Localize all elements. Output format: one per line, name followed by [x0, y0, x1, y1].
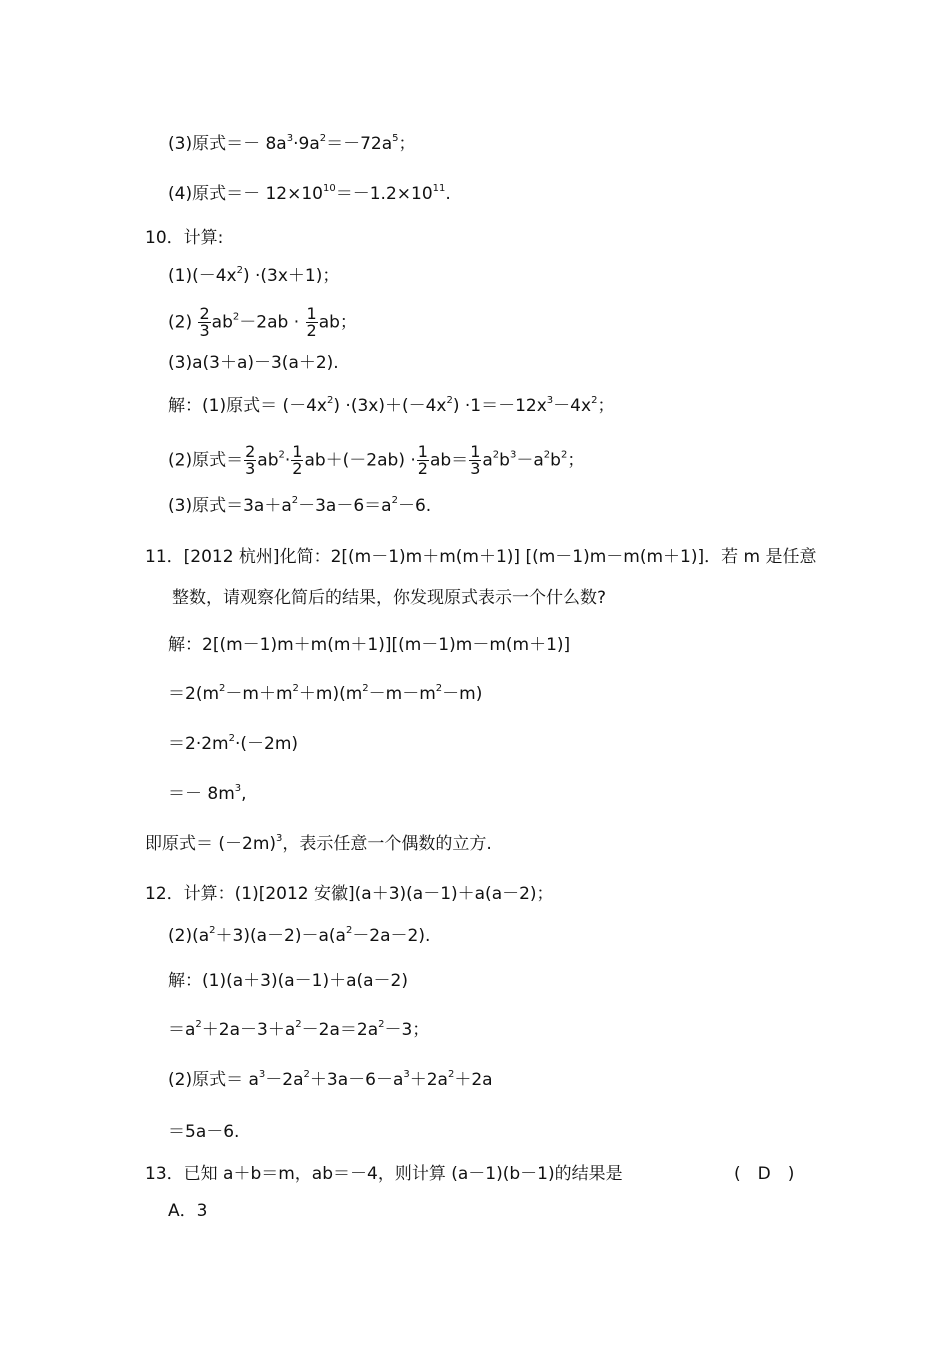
question-12-title: 12．计算：(1)[2012 安徽](a＋3)(a－1)＋a(a－2)；: [145, 884, 554, 904]
text-line: (3)a(3＋a)－3(a＋2).: [168, 353, 339, 373]
solution-line: (2)原式＝ $a^3-2a^2+3a-6-a^3+2a^2+2a$: [168, 1069, 493, 1090]
answer-choice: ( D ): [734, 1164, 795, 1184]
question-11-title: 11．[2012 杭州]化简：2[(m－1)m＋m(m＋1)] [(m－1)m－m(m＋1)]．若 m 是任意: [145, 547, 817, 567]
text-line: (2) $\frac{2}{3}$ $ab^2-2ab$ · $\frac{1}{2}$ ab；: [168, 304, 357, 340]
solution-line: 解：(1)原式＝ $(-4x^2) \cdot(3x)+(-4x^2) \cdot 1=-12x^3-4x^2$；: [168, 395, 615, 416]
question-10-title: 10．计算:: [145, 228, 224, 248]
text-line: (3)原式＝－ $8a^3\cdot 9a^2=-72a^5$；: [168, 133, 416, 154]
text-line: $(2)(a^2+3)(a-2)-a(a^2-2a-2)$.: [168, 925, 431, 946]
solution-line: ＝－ $8m^3$,: [168, 783, 247, 804]
solution-line: ＝5a－6.: [168, 1122, 240, 1142]
text-line: 整数，请观察化简后的结果，你发现原式表示一个什么数?: [172, 588, 607, 608]
text-line: 即原式＝ $(-2m)^3$，表示任意一个偶数的立方.: [145, 833, 492, 854]
solution-line: $=2(m^2-m+m^2+m)(m^2-m-m^2-m)$: [168, 683, 483, 704]
solution-line: $=a^2+2a-3+a^2-2a=2a^2-3$；: [168, 1019, 430, 1040]
solution-line: 解：(1)(a＋3)(a－1)＋a(a－2): [168, 971, 408, 991]
option-a: A．3: [168, 1201, 208, 1221]
solution-line: (3)原式$=3a+a^2-3a-6=a^2-6$.: [168, 495, 432, 516]
question-13-title: 13．已知 a＋b＝m，ab＝－4，则计算 (a－1)(b－1)的结果是: [145, 1164, 623, 1184]
solution-line: (2)原式＝ $\frac{2}{3}$ $ab^2\cdot$ $\frac{1}{2}$ ab＋(－2ab) · $\frac{1}{2}$ ab＝ $\frac{1}{3}$ $a^2b^3-a^2b^2$；: [168, 442, 585, 478]
text-line: (4)原式＝－ $12\times 10^{10}=-1.2\times 10^{11}$.: [168, 183, 451, 204]
solution-line: $=2\cdot 2m^2\cdot(-2m)$: [168, 733, 299, 754]
solution-line: 解：2[(m－1)m＋m(m＋1)][(m－1)m－m(m＋1)]: [168, 635, 571, 655]
text-line: $(1)(-4x^2) \cdot(3x+1)$；: [168, 265, 340, 286]
